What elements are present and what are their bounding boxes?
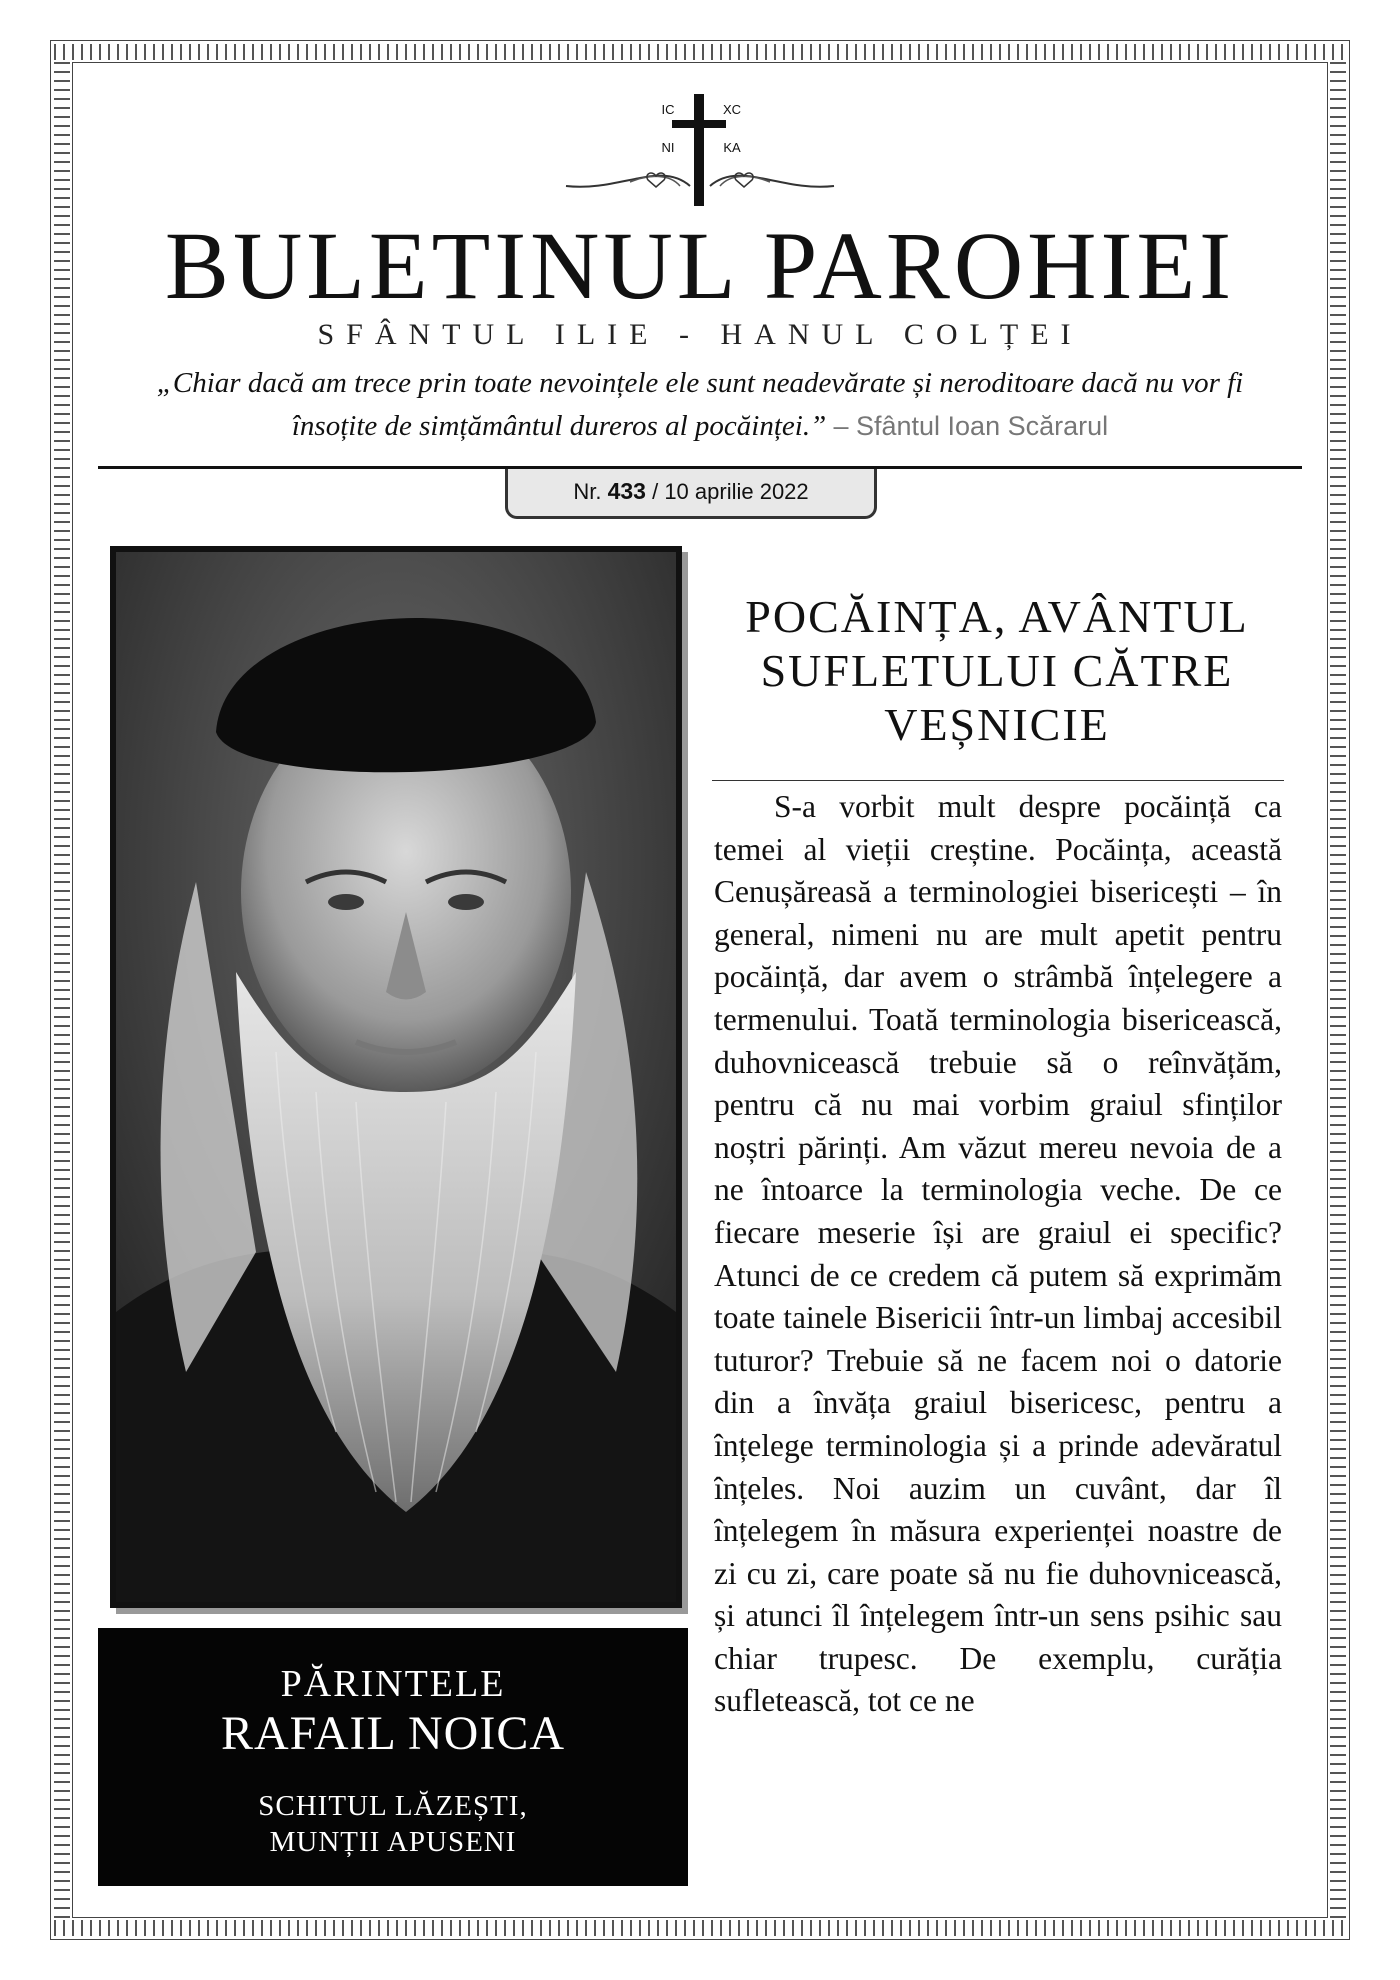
monogram-ic: IC <box>661 102 675 117</box>
monogram-xc: XC <box>722 102 742 117</box>
portrait-photo <box>110 546 682 1608</box>
issue-number: 433 <box>607 478 646 504</box>
quote-text: „Chiar dacă am trece prin toate nevoințele ele sunt neadevărate și neroditoare dacă nu vor fi însoțite de simțământul dureros al pocăinței.” <box>156 367 1244 442</box>
issue-date: / 10 aprilie 2022 <box>652 479 809 504</box>
caption-location <box>98 1788 688 1860</box>
monogram-ni: NI <box>661 140 675 155</box>
issue-prefix: Nr. <box>573 479 602 504</box>
portrait-illustration <box>116 552 676 1602</box>
issue-badge <box>505 469 877 519</box>
masthead-subtitle: SFÂNTUL ILIE - HANUL COLȚEI <box>317 318 1083 351</box>
caption-honorific: PĂRINTELE <box>280 1663 506 1705</box>
caption-name: RAFAIL NOICA <box>221 1707 565 1760</box>
article-title: POCĂINȚA, AVÂNTUL SUFLETULUI CĂTRE VEȘNICIE <box>745 591 1249 750</box>
article-body: S-a vorbit mult despre pocăință ca temei al vieții creștine. Pocăința, această Cenușăreasă a terminologiei bisericești – în general, nimeni nu are mult apetit pentru pocăință, dar avem o strâmbă înțelegere a termenului. Toată terminologia bisericească, duhovnicească trebuie să o reînvățăm, pentru că nu mai vorbim graiul sfinților noștri părinți. Am văzut mereu nevoia de a ne întoarce la terminologia veche. De ce fiecare meserie își are graiul ei specific? Atunci de ce credem că putem să exprimăm toate tainele Bisericii într-un limbaj accesibil tuturor? Trebuie să ne facem noi o datorie din a învăța graiul bisericesc, pentru a înțelege terminologia și a prinde adevăratul înțeles. Noi auzim un cuvânt, dar îl înțelegem în măsura experienței noastre de zi cu zi, care poate să nu fie duhovnicească, și atunci îl înțelegem într-un sens psihic sau chiar trupesc. De exemplu, curăția sufletească, tot ce ne <box>714 789 1282 1719</box>
cross-monogram-icon <box>560 90 840 210</box>
caption-location-line2: MUNȚII APUSENI <box>269 1826 517 1858</box>
monogram-ka: KA <box>723 140 741 155</box>
caption-location-line1: SCHITUL LĂZEȘTI, <box>258 1790 528 1822</box>
quote-author: – Sfântul Ioan Scărarul <box>833 411 1109 441</box>
header-quote <box>130 362 1270 448</box>
masthead-title: BULETINUL PAROHIEI <box>164 212 1236 319</box>
portrait-caption <box>98 1628 688 1886</box>
article-title-divider <box>712 780 1284 781</box>
